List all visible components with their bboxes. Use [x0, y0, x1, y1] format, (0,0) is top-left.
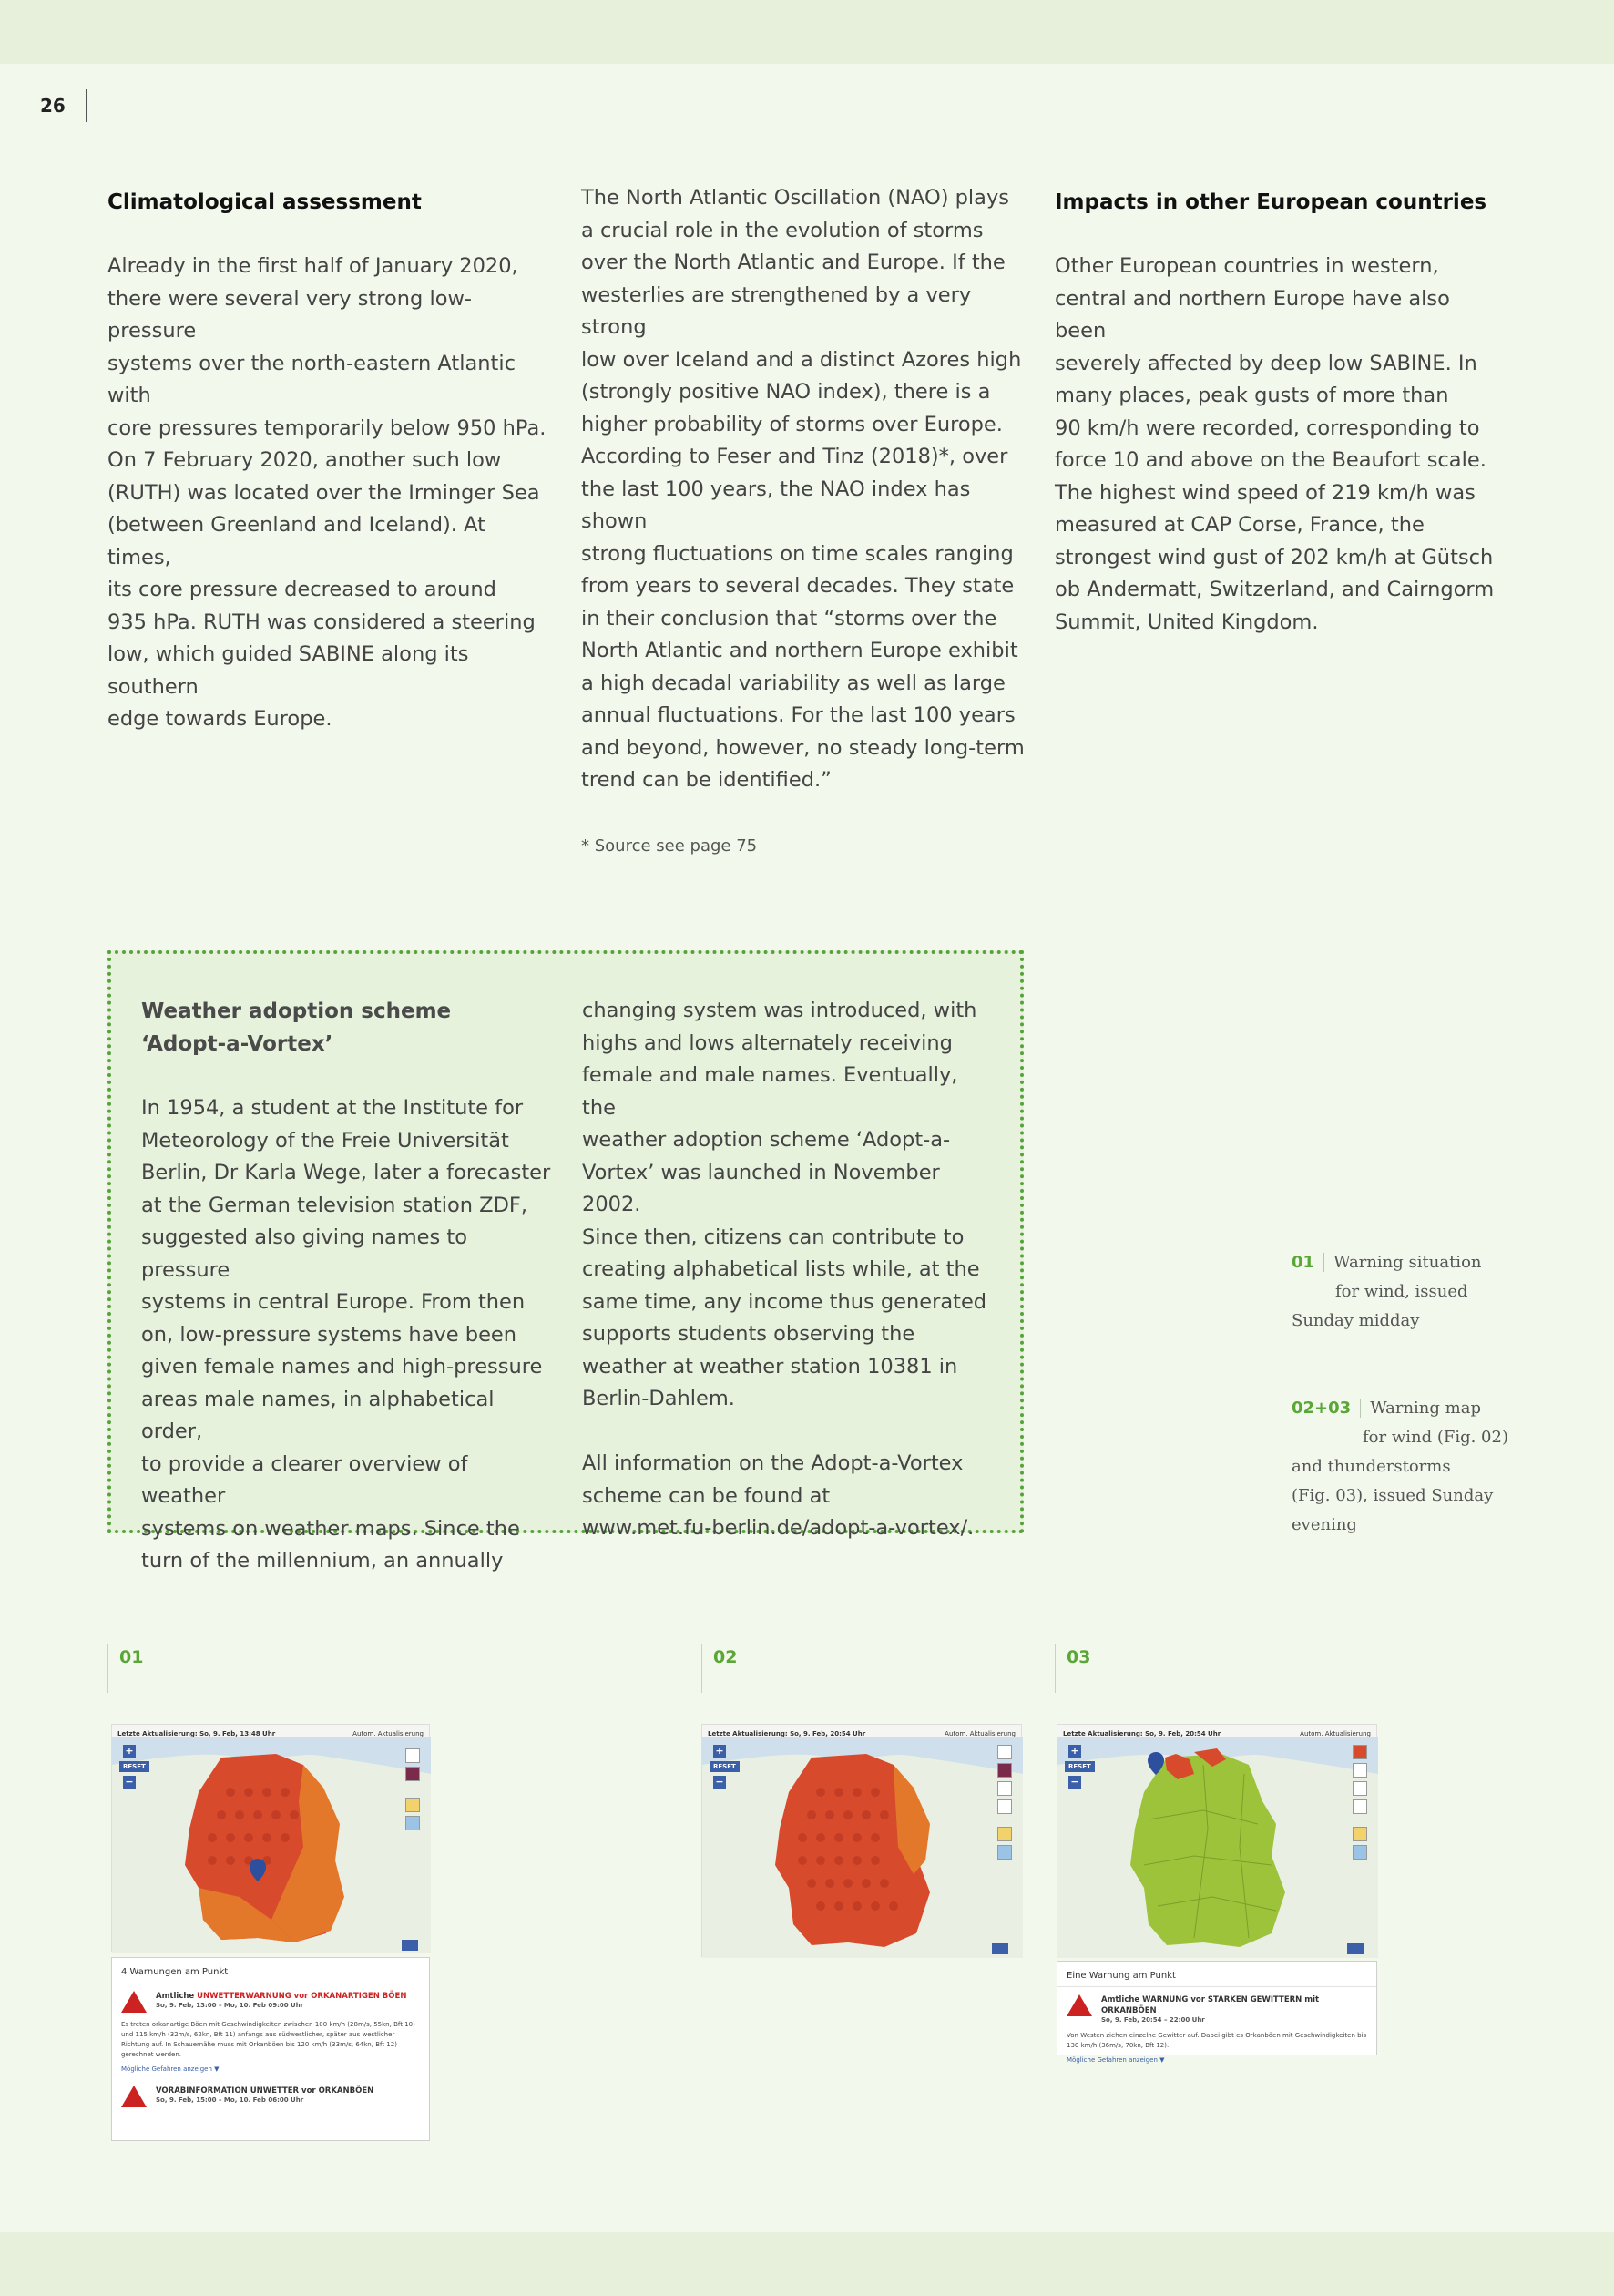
panel-title: Eine Warnung am Punkt: [1057, 1962, 1376, 1987]
column-nao: [581, 182, 1027, 797]
storm-layer-icon[interactable]: [1353, 1827, 1367, 1841]
figure-03-map: [1057, 1724, 1377, 1957]
rain-layer-icon[interactable]: [997, 1781, 1012, 1796]
adopt-a-vortex-box: [107, 950, 1024, 1573]
auto-update-label[interactable]: Autom. Aktualisierung: [945, 1730, 1016, 1737]
figure-01-warning-panel: [111, 1957, 430, 2141]
wind-layer-icon[interactable]: [997, 1745, 1012, 1759]
figure-label-01: 01: [107, 1644, 143, 1693]
germany-wind-warning-map: [112, 1737, 431, 1953]
thunder-layer-icon[interactable]: [1353, 1745, 1367, 1759]
paragraph: In 1954, a student at the Institute for Meteorology of the Freie Universität Berlin, Dr Karla Wege, later a forecaster at the German television station ZDF, suggested also giving names to pressure systems in central Europe. From then on, low-pressure systems have been given female names and high-pressure areas male names, in alphabetical order, to provide a clearer overview of weather systems on weather maps. Since the turn of the millennium, an annually: [141, 1096, 551, 1573]
storm-layer-icon[interactable]: [997, 1763, 1012, 1778]
figure-label-02: 02: [701, 1644, 737, 1693]
warning-triangle-icon: [121, 1991, 147, 2013]
warning-text: Von Westen ziehen einzelne Gewitter auf. Dabei gibt es Orkanböen mit Geschwindigkeiten bis 130 km/h (36m/s, 70kn, Bft 12).: [1067, 2032, 1367, 2049]
figure-01-map: [111, 1724, 430, 1952]
auto-update-label[interactable]: Autom. Aktualisierung: [352, 1730, 424, 1737]
warning-time: So, 9. Feb, 20:54 – 22:00 Uhr: [1101, 2016, 1205, 2024]
figure-02-map: [701, 1724, 1022, 1957]
column-climatological-assessment: [107, 182, 554, 736]
zoom-in-button[interactable]: +: [713, 1745, 726, 1758]
box-heading: Weather adoption scheme ‘Adopt-a-Vortex’: [141, 999, 452, 1056]
caption-number: 02+03: [1292, 1399, 1361, 1418]
rain-layer-icon[interactable]: [1353, 1781, 1367, 1796]
footnote: * Source see page 75: [581, 836, 758, 856]
reset-button[interactable]: RESET: [710, 1761, 740, 1772]
wind-layer-icon[interactable]: [405, 1748, 420, 1763]
heading-climatological-assessment: Climatological assessment: [107, 190, 422, 214]
page-number: 26: [40, 95, 66, 117]
paragraph: Other European countries in western, central and northern Europe have also been severely affected by deep low SABINE. In many places, peak gusts of more than 90 km/h were recorded, corresponding to force 10 and above on the Beaufort scale. The highest wind speed of 219 km/h was measured at CAP Corse, France, the strongest wind gust of 202 km/h at Gütsch ob Andermatt, Switzerland, and Cairngorm Summit, United Kingdom.: [1055, 254, 1495, 634]
thunder-layer-icon[interactable]: [997, 1827, 1012, 1841]
paragraph: The North Atlantic Oscillation (NAO) plays a crucial role in the evolution of storms over the North Atlantic and Europe. If the westerlies are strengthened by a very strong low over Iceland and a distinct Azores high (strongly positive NAO index), there is a higher probability of storms over Europe. According to Feser and Tinz (2018)*, over the last 100 years, the NAO index has shown strong fluctuations on time scales ranging from years to several decades. They state in their conclusion that “storms over the North Atlantic and northern Europe exhibit a high decadal variability as well as large annual fluctuations. For the last 100 years and beyond, however, no steady long-term trend can be identified.”: [581, 186, 1025, 792]
panel-title: 4 Warnungen am Punkt: [112, 1958, 429, 1983]
warning-triangle-icon: [1067, 1994, 1092, 2016]
dwd-logo-icon: [402, 1940, 418, 1951]
page-number-rule: [86, 89, 87, 122]
zoom-out-button[interactable]: −: [1068, 1776, 1081, 1789]
bottom-band: [0, 2232, 1614, 2296]
warning-time: So, 9. Feb, 13:00 – Mo, 10. Feb 09:00 Uhr: [156, 2002, 304, 2009]
reset-button[interactable]: RESET: [119, 1761, 149, 1772]
show-hazards-link[interactable]: Mögliche Gefahren anzeigen ▼: [1067, 2056, 1165, 2064]
snow-layer-icon[interactable]: [1353, 1799, 1367, 1814]
dwd-logo-icon: [1347, 1943, 1364, 1954]
top-band: [0, 0, 1614, 64]
figure-03-warning-panel: [1057, 1961, 1377, 2064]
warning-time: So, 9. Feb, 15:00 – Mo, 10. Feb 06:00 Uhr: [156, 2096, 304, 2104]
caption-02-03: 02+03 Warning map for wind (Fig. 02) and thunderstorms (Fig. 03), issued Sunday evening: [1292, 1399, 1508, 1534]
caption-01: 01 Warning situation for wind, issued Sunday midday: [1292, 1253, 1482, 1330]
show-hazards-link[interactable]: Mögliche Gefahren anzeigen ▼: [121, 2065, 220, 2073]
zoom-in-button[interactable]: +: [123, 1745, 136, 1758]
rain-layer-icon[interactable]: [405, 1816, 420, 1830]
zoom-out-button[interactable]: −: [713, 1776, 726, 1789]
reset-button[interactable]: RESET: [1065, 1761, 1095, 1772]
box-right-column: [582, 995, 992, 1545]
germany-thunderstorm-warning-map: [1057, 1737, 1378, 1958]
box-left-column: [141, 995, 551, 1578]
heading-impacts: Impacts in other European countries: [1055, 190, 1487, 214]
fog-layer-icon[interactable]: [1353, 1845, 1367, 1860]
zoom-in-button[interactable]: +: [1068, 1745, 1081, 1758]
paragraph: changing system was introduced, with highs and lows alternately receiving female and male names. Eventually, the weather adoption scheme ‘Adopt-a- Vortex’ was launched in November 2002. Since then, citizens can contribute to creating alphabetical lists while, at the same time, any income thus generated supports students observing the weather at weather station 10381 in Berlin-Dahlem.: [582, 999, 987, 1410]
warning-text: Es treten orkanartige Böen mit Geschwindigkeiten zwischen 100 km/h (28m/s, 55kn, Bft 10) und 115 km/h (32m/s, 62kn, Bft 11) anfangs aus südwestlicher, später aus westlicher Richtung auf. In Schauernähe muss mit Orkanböen bis 120 km/h (33m/s, 64kn, Bft 12) gerechnet werden.: [121, 2021, 415, 2058]
dwd-logo-icon: [992, 1943, 1008, 1954]
paragraph: Already in the first half of January 2020, there were several very strong low-pressure systems over the north-eastern Atlantic with core pressures temporarily below 950 hPa. On 7 February 2020, another such low (RUTH) was located over the Irminger Sea (between Greenland and Iceland). At times, its core pressure decreased to around 935 hPa. RUTH was considered a steering low, which guided SABINE along its southern edge towards Europe.: [107, 254, 547, 731]
figure-label-03: 03: [1055, 1644, 1090, 1693]
wind-layer-icon[interactable]: [1353, 1763, 1367, 1778]
zoom-out-button[interactable]: −: [123, 1776, 136, 1789]
paragraph-link: All information on the Adopt-a-Vortex scheme can be found at www.met.fu-berlin.de/adopt-a-vortex/.: [582, 1451, 975, 1540]
adopt-a-vortex-link[interactable]: www.met.fu-berlin.de/adopt-a-vortex/.: [582, 1516, 975, 1540]
warning-title: Amtliche UNWETTERWARNUNG vor ORKANARTIGEN BÖEN: [156, 1992, 407, 2001]
snow-layer-icon[interactable]: [997, 1799, 1012, 1814]
fog-layer-icon[interactable]: [997, 1845, 1012, 1860]
last-update-label: Letzte Aktualisierung: So, 9. Feb, 20:54 Uhr: [708, 1730, 866, 1737]
caption-number: 01: [1292, 1253, 1324, 1272]
column-impacts: [1055, 182, 1501, 639]
last-update-label: Letzte Aktualisierung: So, 9. Feb, 13:48 Uhr: [117, 1730, 276, 1737]
storm-layer-icon[interactable]: [405, 1767, 420, 1781]
germany-wind-warning-map: [702, 1737, 1023, 1958]
warning-title: Amtliche WARNUNG vor STARKEN GEWITTERN mit ORKANBÖEN: [1101, 1995, 1320, 2015]
thunder-layer-icon[interactable]: [405, 1798, 420, 1812]
warning-title: VORABINFORMATION UNWETTER vor ORKANBÖEN: [156, 2086, 374, 2096]
auto-update-label[interactable]: Autom. Aktualisierung: [1300, 1730, 1371, 1737]
last-update-label: Letzte Aktualisierung: So, 9. Feb, 20:54 Uhr: [1063, 1730, 1221, 1737]
warning-triangle-icon: [121, 2086, 147, 2107]
